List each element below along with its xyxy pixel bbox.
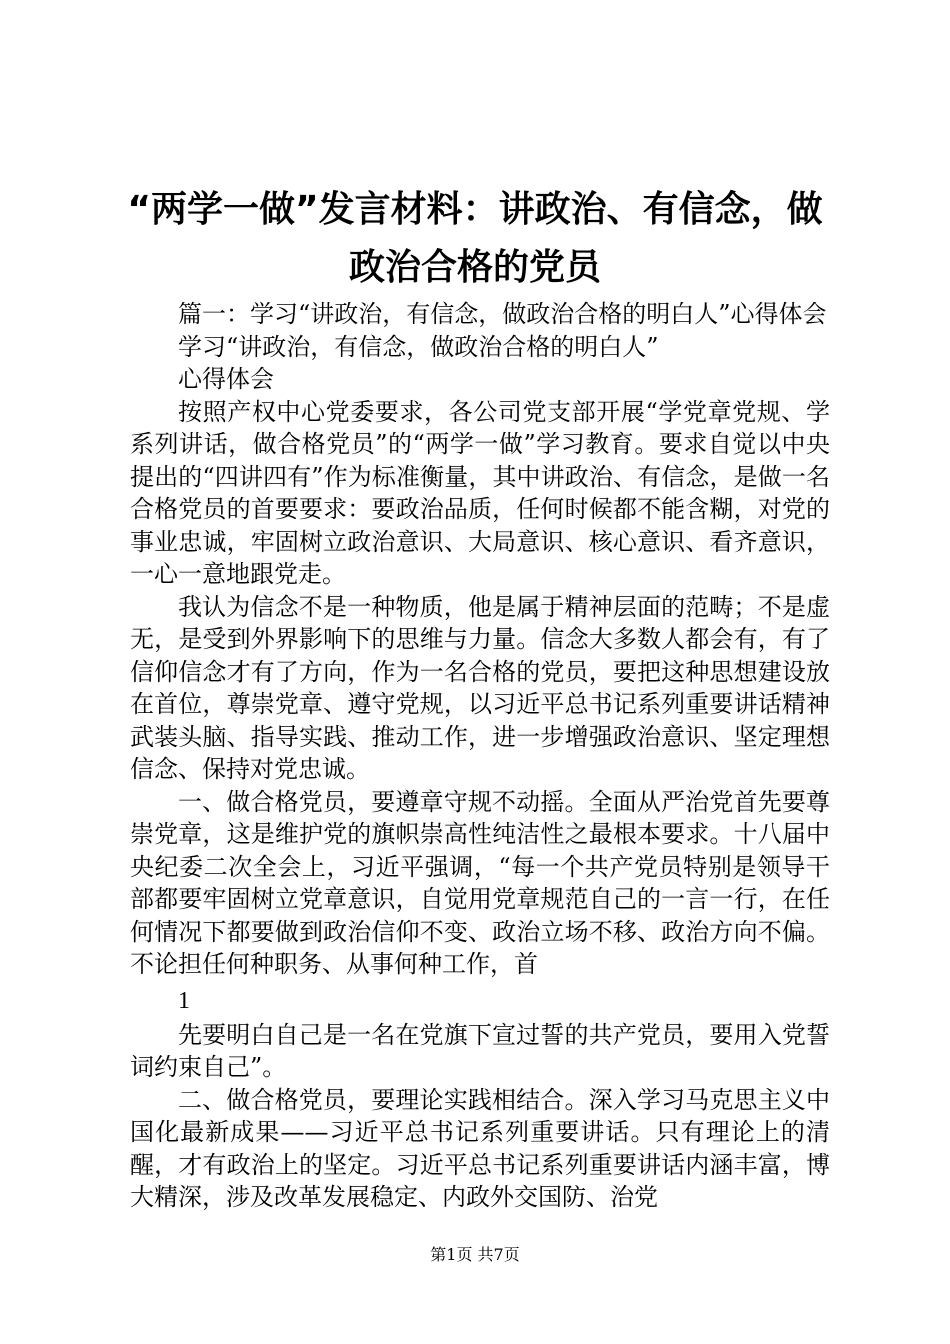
page-break-number: 1 [178, 987, 190, 1014]
paragraph: 一、做合格党员，要遵章守规不动摇。全面从严治党首先要尊崇党章，这是维护党的旗帜崇高性纯洁性之最根本要求。十八届中央纪委二次全会上，习近平强调，“每一个共产党员特别是领导干部都要牢固树立党章意识，自觉用党章规范自己的一言一行，在任何情况下都要做到政治信仰不变、政治立场不移、政治方向不偏。不论担任何种职务、从事何种工作，首 [130, 787, 830, 978]
paragraph: 按照产权中心党委要求，各公司党支部开展“学党章党规、学系列讲话，做合格党员”的“两学一做”学习教育。要求自觉以中央提出的“四讲四有”作为标准衡量，其中讲政治、有信念，是做一名合格党员的首要要求：要政治品质，任何时候都不能含糊，对党的事业忠诚，牢固树立政治意识、大局意识、核心意识、看齐意识，一心一意地跟党走。 [130, 397, 830, 588]
page-footer: 第1页 共7页 [430, 1245, 520, 1264]
paragraph-subtitle: 学习“讲政治，有信念，做政治合格的明白人” [178, 332, 659, 361]
paragraph-section-heading: 篇一：学习“讲政治，有信念，做政治合格的明白人”心得体会 [178, 300, 827, 328]
paragraph: 先要明白自己是一名在党旗下宣过誓的共产党员，要用入党誓词约束自己”。 [130, 1020, 830, 1081]
document-body [130, 298, 830, 1214]
paragraph: 我认为信念不是一种物质，他是属于精神层面的范畴；不是虚无，是受到外界影响下的思维与力量。信念大多数人都会有，有了信仰信念才有了方向，作为一名合格的党员，要把这种思想建设放在首位，尊崇党章、遵守党规，以习近平总书记系列重要讲话精神武装头脑、指导实践、推动工作，进一步增强政治意识、坚定理想信念、保持对党忠诚。 [130, 592, 830, 783]
document-title-line-2: 政治合格的党员 [348, 247, 601, 288]
paragraph-subtitle-2: 心得体会 [178, 365, 274, 393]
document-title-line-1: “两学一做”发言材料：讲政治、有信念，做 [127, 189, 823, 230]
paragraph: 二、做合格党员，要理论实践相结合。深入学习马克思主义中国化最新成果——习近平总书记系列重要讲话。只有理论上的清醒，才有政治上的坚定。习近平总书记系列重要讲话内涵丰富，博大精深，涉及改革发展稳定、内政外交国防、治党 [130, 1085, 830, 1211]
